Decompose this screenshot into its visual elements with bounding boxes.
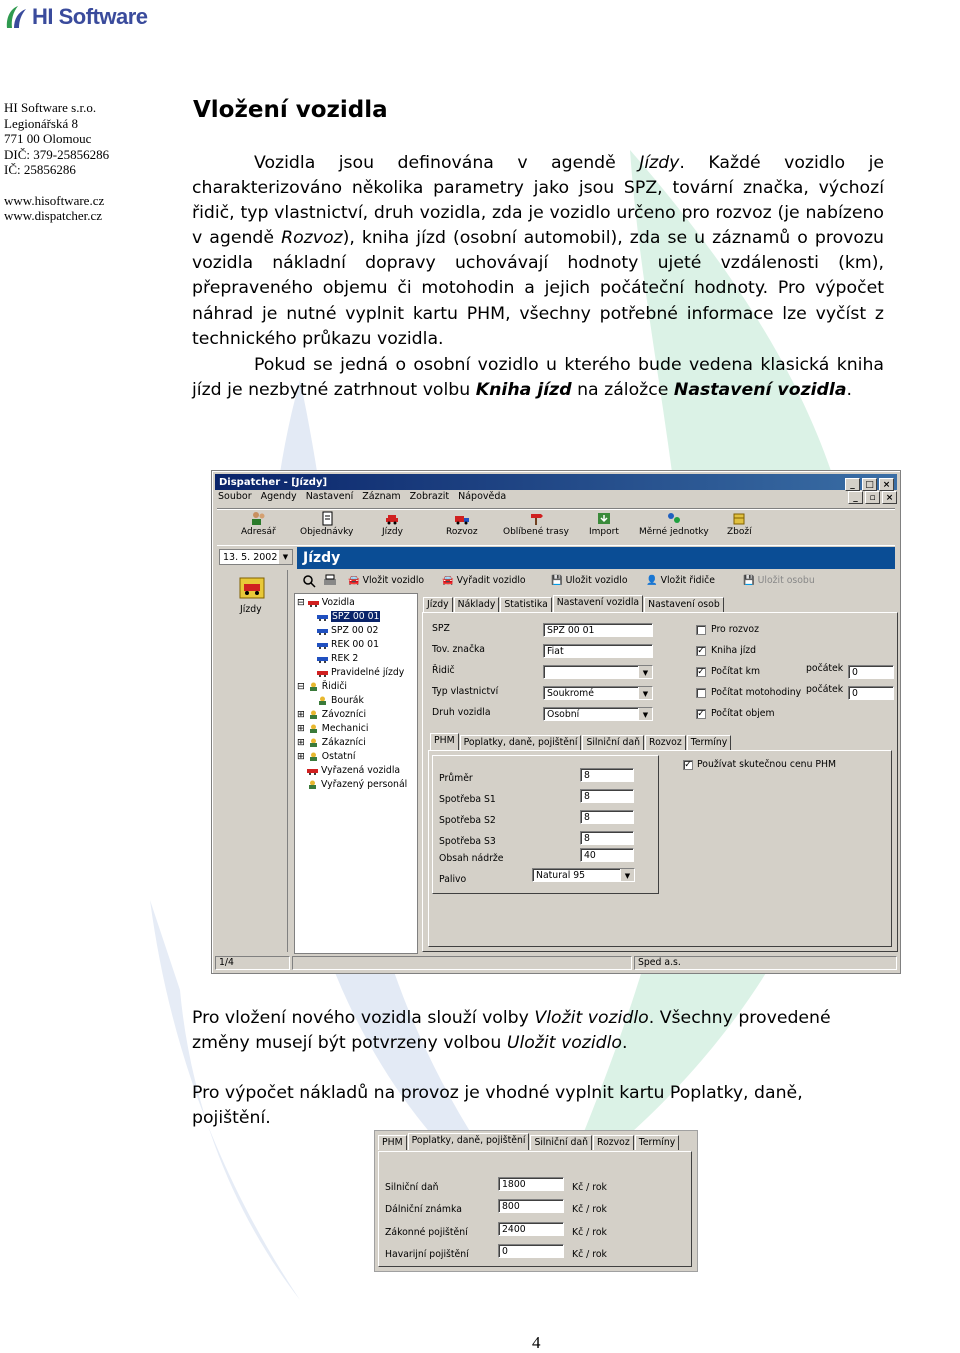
tree-node-zakaznici[interactable]: ⊞ Zákazníci (297, 737, 366, 748)
tree-label: Bourák (331, 695, 364, 706)
text-span: . Všechny provedené změny musejí být potvrzeny volbou (192, 1008, 831, 1054)
pocitat-motohodiny-checkbox[interactable] (696, 688, 706, 698)
dropdown-arrow-icon[interactable]: ▼ (620, 869, 634, 882)
sidebar-label-jizdy: Jízdy (240, 604, 262, 615)
tree-label: Mechanici (321, 723, 369, 734)
toolbar-label: Zboží (727, 527, 752, 537)
person-icon (308, 752, 319, 761)
mdi-minimize-icon[interactable]: _ (848, 491, 863, 504)
save-vehicle-button[interactable] (551, 575, 628, 586)
palivo-select[interactable] (532, 868, 635, 882)
action-label: Vyřadit vozidlo (456, 575, 526, 586)
phm-group (432, 755, 659, 894)
text-span: . (622, 1033, 628, 1054)
spotreba-s2-field[interactable]: 8 (580, 810, 634, 824)
mdi-close-icon[interactable]: × (882, 491, 897, 504)
kniha-jizd-checkbox[interactable]: ✓ (697, 646, 705, 656)
tab-nastaveni-vozidla[interactable]: Nastavení vozidla (553, 595, 643, 612)
ownership-label: Typ vlastnictví (432, 686, 499, 697)
text-span: Vozidla jsou definována v agendě (254, 153, 640, 173)
car-icon (307, 766, 318, 775)
text-span: Vložit vozidlo (534, 1008, 649, 1028)
website-link[interactable]: www.dispatcher.cz (4, 208, 103, 223)
palivo-value: Natural 95 (536, 870, 586, 881)
tree-label: Ostatní (321, 751, 356, 762)
driver-label: Řidič (432, 665, 455, 676)
menu-item[interactable]: Nastavení (305, 491, 354, 502)
agenda-sidebar (217, 570, 288, 952)
tab-silnicni-dan[interactable]: Silniční daň (530, 1135, 592, 1150)
company-logo (4, 4, 148, 30)
save-person-icon: 💾 (743, 575, 755, 586)
dalnicni-znamka-field[interactable]: 800 (498, 1199, 564, 1213)
pocitat-km-checkbox[interactable]: ✓ (697, 667, 705, 677)
start-km-label: počátek (806, 663, 844, 674)
brand-field[interactable]: Fiat (543, 644, 653, 658)
tab-phm[interactable]: PHM (378, 1135, 407, 1150)
insert-driver-button[interactable] (646, 575, 715, 586)
tree-node-vehicle[interactable] (317, 625, 378, 636)
toolbar-adresar[interactable] (241, 511, 276, 537)
spotreba-s1-label: Spotřeba S1 (439, 794, 496, 805)
goods-icon (731, 511, 747, 526)
car-icon (308, 598, 319, 607)
date-combobox[interactable] (219, 549, 293, 565)
status-bar (215, 956, 897, 970)
vehicle-subtabs (430, 735, 732, 750)
spz-label: SPZ (432, 623, 450, 634)
dropdown-arrow-icon[interactable]: ▼ (278, 550, 292, 564)
fees-subtabs (378, 1135, 680, 1150)
close-icon[interactable]: × (879, 478, 894, 491)
toolbar-oblibene-trasy[interactable] (503, 511, 569, 537)
toolbar-label: Import (589, 527, 619, 537)
tree-label: REK 00 01 (331, 639, 380, 650)
unit-label: Kč / rok (572, 1249, 607, 1260)
obsah-nadrze-label: Obsah nádrže (439, 853, 504, 864)
start-km-field[interactable]: 0 (848, 665, 894, 679)
save-icon: 💾 (551, 575, 563, 586)
tree-node-zavoznici[interactable]: ⊞ Závozníci (297, 709, 367, 720)
tab-poplatky[interactable]: Poplatky, daně, pojištění (460, 735, 582, 750)
tab-jizdy[interactable]: Jízdy (423, 597, 453, 612)
toolbar-jizdy[interactable] (382, 511, 403, 537)
page-number: 4 (532, 1333, 541, 1352)
kind-select[interactable] (543, 707, 653, 721)
dropdown-arrow-icon[interactable]: ▼ (638, 708, 652, 721)
contacts-icon (250, 511, 266, 526)
toolbar-merne-jednotky[interactable] (639, 511, 709, 537)
toolbar-objednavky[interactable] (300, 511, 353, 537)
spotreba-s3-field[interactable]: 8 (580, 831, 634, 845)
insert-vehicle-paragraph (192, 1006, 884, 1056)
person-icon (307, 780, 318, 789)
obsah-nadrze-field[interactable]: 40 (580, 848, 634, 862)
text-span: Jízdy (639, 153, 680, 173)
address-line: IČ: 25856286 (4, 162, 76, 177)
spotreba-s1-field[interactable]: 8 (580, 789, 634, 803)
tree-node-person[interactable] (317, 695, 364, 706)
unit-label: Kč / rok (572, 1182, 607, 1193)
address-line: Legionářská 8 (4, 115, 79, 131)
action-label: Uložit osobu (757, 575, 815, 586)
tab-rozvoz[interactable]: Rozvoz (593, 1135, 634, 1150)
menu-item[interactable]: Nápověda (458, 491, 507, 502)
real-price-label: Používat skutečnou cenu PHM (697, 759, 837, 770)
pocitat-km-label: Počítat km (711, 666, 761, 677)
tree-label: Řidiči (321, 681, 348, 692)
person-icon (317, 696, 328, 705)
signpost-icon (528, 511, 544, 526)
car-icon (384, 511, 400, 526)
toolbar-label: Jízdy (382, 527, 403, 537)
tree-label: SPZ 00 01 (332, 611, 380, 622)
remove-vehicle-button[interactable] (442, 575, 526, 586)
person-icon (308, 710, 319, 719)
car-icon (317, 640, 328, 649)
car-icon (317, 612, 328, 621)
tab-terminy[interactable]: Termíny (635, 1135, 680, 1150)
tab-statistika[interactable]: Statistika (500, 597, 551, 612)
unit-label: Kč / rok (572, 1227, 607, 1238)
car-icon (317, 626, 328, 635)
window-title: Dispatcher - [Jízdy] (219, 476, 328, 488)
havarijni-pojisteni-field[interactable]: 0 (498, 1244, 564, 1258)
tab-silnicni-dan[interactable]: Silniční daň (582, 735, 644, 750)
spotreba-s2-label: Spotřeba S2 (439, 815, 496, 826)
address-line: 771 00 Olomouc (4, 131, 92, 146)
car-folder-icon[interactable] (238, 574, 266, 600)
zakonne-pojisteni-field[interactable]: 2400 (498, 1222, 564, 1236)
brand-label: Tov. značka (432, 644, 485, 655)
tree-node-vehicle[interactable] (317, 653, 358, 664)
menu-item[interactable]: Záznam (362, 491, 401, 502)
toolbar-label: Oblíbené trasy (503, 527, 569, 537)
kind-label: Druh vozidla (432, 707, 491, 718)
fees-panel (378, 1151, 692, 1267)
toolbar-zbozi[interactable] (727, 511, 752, 537)
save-person-button[interactable] (743, 575, 815, 586)
vehicle-action-toolbar (295, 571, 895, 591)
tab-naklady[interactable]: Náklady (454, 597, 500, 612)
company-address (4, 100, 109, 224)
units-icon (666, 511, 682, 526)
pocitat-objem-label: Počítat objem (711, 708, 775, 719)
text-span: Uložit vozidlo (506, 1033, 622, 1054)
tree-label: SPZ 00 02 (331, 625, 379, 636)
action-label: Vložit řidiče (660, 575, 715, 586)
tree-node-vehicle[interactable] (317, 639, 379, 650)
dalnicni-znamka-label: Dálniční známka (385, 1204, 462, 1215)
toolbar-rozvoz[interactable] (446, 511, 478, 537)
start-mh-field[interactable]: 0 (848, 686, 894, 700)
pro-rozvoz-label: Pro rozvoz (711, 624, 759, 635)
silnicni-dan-label: Silniční daň (385, 1182, 439, 1193)
zakonne-pojisteni-label: Zákonné pojištění (385, 1227, 468, 1238)
record-counter: 1/4 (215, 956, 290, 970)
text-span: Kniha jízd (475, 380, 572, 401)
address-line: DIČ: 379-25856286 (4, 146, 110, 162)
pocitat-motohodiny-label: Počítat motohodiny (711, 687, 802, 698)
logo-text: HI Software (32, 4, 148, 29)
start-mh-label: počátek (806, 684, 844, 695)
real-price-checkbox[interactable]: ✓ (684, 760, 692, 770)
tree-node-ostatni[interactable]: ⊞ Ostatní (297, 751, 356, 762)
tree-node-vyrazena-vozidla[interactable] (307, 765, 400, 776)
text-span: Rozvoz (281, 228, 343, 249)
driver-icon: 👤 (646, 575, 658, 586)
dropdown-arrow-icon[interactable]: ▼ (638, 666, 652, 679)
toolbar-import[interactable] (589, 511, 619, 537)
tree-label: Vyřazený personál (321, 779, 408, 790)
tab-rozvoz[interactable]: Rozvoz (645, 735, 686, 750)
section-header: Jízdy (297, 547, 895, 569)
pro-rozvoz-checkbox[interactable] (696, 625, 706, 635)
person-icon (308, 724, 319, 733)
toolbar-label: Adresář (241, 527, 276, 537)
website-link[interactable]: www.hisoftware.cz (4, 192, 105, 208)
mdi-restore-icon[interactable]: ▫ (865, 491, 880, 504)
action-label: Vložit vozidlo (362, 575, 425, 586)
tree-node-vozidla[interactable]: ⊟ Vozidla (297, 597, 355, 608)
text-span: ), kniha jízd (osobní automobil), zda se u záznamů o provozu vozidla nákladní dopravy uchovávají hodnoty ujeté vzdálenosti (km), přepraveného objemu či motohodin a jejich počáteční hodnoty. Pro výpočet náhrad je nutné vyplnit kartu PHM, všechny potřebné informace lze vyčíst z technického průkazu vozidla. (192, 228, 885, 349)
date-and-section-row (217, 547, 895, 569)
silnicni-dan-field[interactable]: 1800 (498, 1177, 564, 1191)
person-icon (308, 738, 319, 747)
tree-node-pravidelne-jizdy[interactable] (317, 667, 404, 678)
window-titlebar (215, 474, 897, 490)
page-title: Vložení vozidla (193, 97, 388, 123)
toolbar-label: Rozvoz (446, 527, 478, 537)
toolbar-label: Měrné jednotky (639, 527, 709, 537)
status-middle (292, 956, 632, 970)
menu-item[interactable]: Agendy (260, 491, 297, 502)
tree-label: Pravidelné jízdy (331, 667, 405, 678)
unit-label: Kč / rok (572, 1204, 607, 1215)
text-span: Pokud se jedná o osobní vozidlo u kterého bude vedena klasická kniha jízd je nezbytné zatrhnout volbu (192, 355, 884, 401)
car-icon (317, 668, 328, 677)
prumer-label: Průměr (439, 773, 473, 784)
tab-nastaveni-osob[interactable]: Nastavení osob (644, 597, 724, 612)
spotreba-s3-label: Spotřeba S3 (439, 836, 496, 847)
hi-software-logo-icon (4, 4, 28, 30)
tab-phm[interactable]: PHM (430, 733, 459, 750)
palivo-label: Palivo (439, 874, 467, 885)
text-span: na záložce (571, 380, 674, 401)
dropdown-arrow-icon[interactable]: ▼ (638, 687, 652, 700)
havarijni-pojisteni-label: Havarijní pojištění (385, 1249, 469, 1260)
search-icon[interactable] (302, 574, 316, 588)
tree-label: Vozidla (321, 597, 355, 608)
text-span: . (846, 380, 853, 401)
add-vehicle-icon: 🚘 (348, 575, 360, 586)
tab-terminy[interactable]: Termíny (687, 735, 732, 750)
toolbar-label: Objednávky (300, 527, 354, 537)
remove-vehicle-icon: 🚘 (442, 575, 454, 586)
phm-panel (428, 750, 892, 947)
vehicle-settings-panel (422, 612, 898, 952)
action-label: Uložit vozidlo (565, 575, 628, 586)
insert-vehicle-button[interactable] (348, 575, 424, 586)
pocitat-objem-checkbox[interactable]: ✓ (697, 709, 705, 719)
company-status: Sped a.s. (634, 956, 897, 970)
print-icon[interactable] (323, 574, 337, 588)
dispatcher-screenshot (211, 470, 901, 974)
minimize-icon[interactable]: _ (845, 478, 860, 491)
maximize-icon[interactable]: □ (862, 478, 877, 491)
tree-label: Vyřazená vozidla (321, 765, 401, 776)
kniha-jizd-label: Kniha jízd (711, 645, 757, 656)
costs-paragraph: Pro výpočet nákladů na provoz je vhodné vyplnit kartu Poplatky, daně, pojištění. (192, 1083, 803, 1129)
car-icon (317, 654, 328, 663)
tree-node-ridici[interactable]: ⊟ Řidiči (297, 681, 348, 692)
kind-value: Osobní (547, 709, 580, 720)
text-span: . Každé vozidlo je charakterizováno několika parametry jako jsou SPZ, tovární značka, výchozí řidič, typ vlastnictví, druh vozidla, zda je vozidlo určeno pro rozvoz (je nabízeno v agendě (192, 153, 884, 249)
fees-tab-screenshot (374, 1130, 698, 1272)
tree-label: Závozníci (321, 709, 367, 720)
tab-poplatky[interactable]: Poplatky, daně, pojištění (408, 1133, 530, 1150)
vehicle-tree (294, 593, 418, 954)
vehicle-tabs (423, 597, 725, 612)
text-span: Nastavení vozidla (673, 380, 847, 401)
ownership-select[interactable] (543, 686, 653, 700)
document-icon (319, 511, 335, 526)
main-toolbar (217, 508, 895, 546)
tree-node-mechanici[interactable]: ⊞ Mechanici (297, 723, 369, 734)
spz-field[interactable]: SPZ 00 01 (543, 623, 653, 637)
menu-bar (218, 491, 506, 505)
prumer-field[interactable]: 8 (580, 768, 634, 782)
tree-label: Zákazníci (321, 737, 366, 748)
truck-icon (454, 511, 470, 526)
address-line: HI Software s.r.o. (4, 100, 97, 115)
menu-item[interactable]: Soubor (218, 491, 252, 502)
intro-paragraph (192, 151, 884, 352)
tree-label: REK 2 (331, 653, 359, 664)
person-icon (308, 682, 319, 691)
date-value: 13. 5. 2002 (223, 552, 278, 563)
driver-select[interactable] (543, 665, 653, 679)
menu-item[interactable]: Zobrazit (409, 491, 450, 502)
tree-node-vyrazeny-personal[interactable] (307, 779, 407, 790)
text-span: Pro vložení nového vozidla slouží volby (192, 1008, 535, 1028)
tree-node-vehicle[interactable] (317, 611, 380, 622)
kniha-jizd-paragraph (192, 353, 884, 403)
ownership-value: Soukromé (547, 688, 594, 699)
import-icon (596, 511, 612, 526)
